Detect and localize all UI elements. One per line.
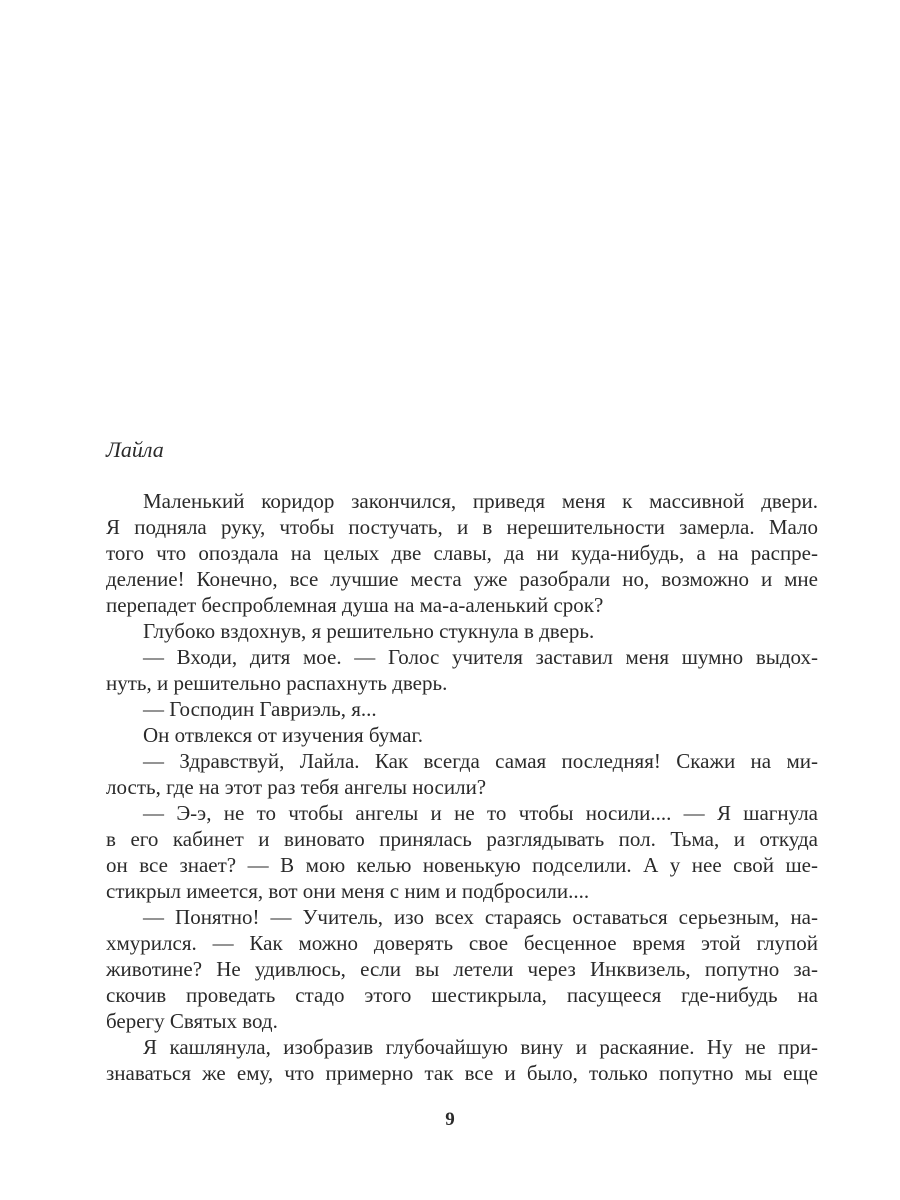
text-line: лость, где на этот раз тебя ангелы носили?: [106, 775, 487, 799]
body-text: [106, 488, 818, 1086]
text-line: — Понятно! — Учитель, изо всех стараясь оставаться серьезным, на-: [143, 905, 818, 929]
text-line: — Господин Гавриэль, я...: [143, 697, 377, 721]
paragraph: [106, 904, 818, 1034]
paragraph: [106, 488, 818, 618]
text-line: он все знает? — В мою келью новенькую подселили. А у нее свой ше-: [106, 853, 818, 877]
chapter-heading: Лайла: [106, 437, 164, 462]
text-line: перепадет беспроблемная душа на ма-а-аленький срок?: [106, 593, 604, 617]
text-line: Глубоко вздохнув, я решительно стукнула в дверь.: [143, 619, 595, 643]
text-line: Я кашлянула, изобразив глубочайшую вину и раскаяние. Ну не при-: [143, 1035, 818, 1059]
text-line: деление! Конечно, все лучшие места уже разобрали но, возможно и мне: [106, 567, 818, 591]
text-line: знаваться же ему, что примерно так все и было, только попутно мы еще: [106, 1061, 818, 1085]
text-line: — Э-э, не то чтобы ангелы и не то чтобы носили.... — Я шагнула: [143, 801, 818, 825]
paragraph: [106, 748, 818, 800]
text-line: того что опоздала на целых две славы, да ни куда-нибудь, а на распре-: [106, 541, 818, 565]
text-line: Маленький коридор закончился, приведя меня к массивной двери.: [143, 489, 818, 513]
text-line: стикрыл имеется, вот они меня с ним и подбросили....: [106, 879, 590, 903]
text-line: хмурился. — Как можно доверять свое бесценное время этой глупой: [106, 931, 818, 955]
text-line: скочив проведать стадо этого шестикрыла, пасущееся где-нибудь на: [106, 983, 818, 1007]
text-line: нуть, и решительно распахнуть дверь.: [106, 671, 448, 695]
text-line: животине? Не удивлюсь, если вы летели через Инквизель, попутно за-: [106, 957, 818, 981]
text-line: Он отвлекся от изучения бумаг.: [143, 723, 423, 747]
text-line: берегу Святых вод.: [106, 1009, 278, 1033]
paragraph: [106, 722, 818, 748]
paragraph: [106, 618, 818, 644]
text-line: Я подняла руку, чтобы постучать, и в нерешительности замерла. Мало: [106, 515, 818, 539]
paragraph: [106, 800, 818, 904]
text-line: — Здравствуй, Лайла. Как всегда самая последняя! Скажи на ми-: [143, 749, 818, 773]
text-line: в его кабинет и виновато принялась разглядывать пол. Тьма, и откуда: [106, 827, 818, 851]
page-number: 9: [445, 1109, 455, 1130]
text-line: — Входи, дитя мое. — Голос учителя заставил меня шумно выдох-: [143, 645, 818, 669]
paragraph: [106, 696, 818, 722]
paragraph: [106, 1034, 818, 1086]
paragraph: [106, 644, 818, 696]
